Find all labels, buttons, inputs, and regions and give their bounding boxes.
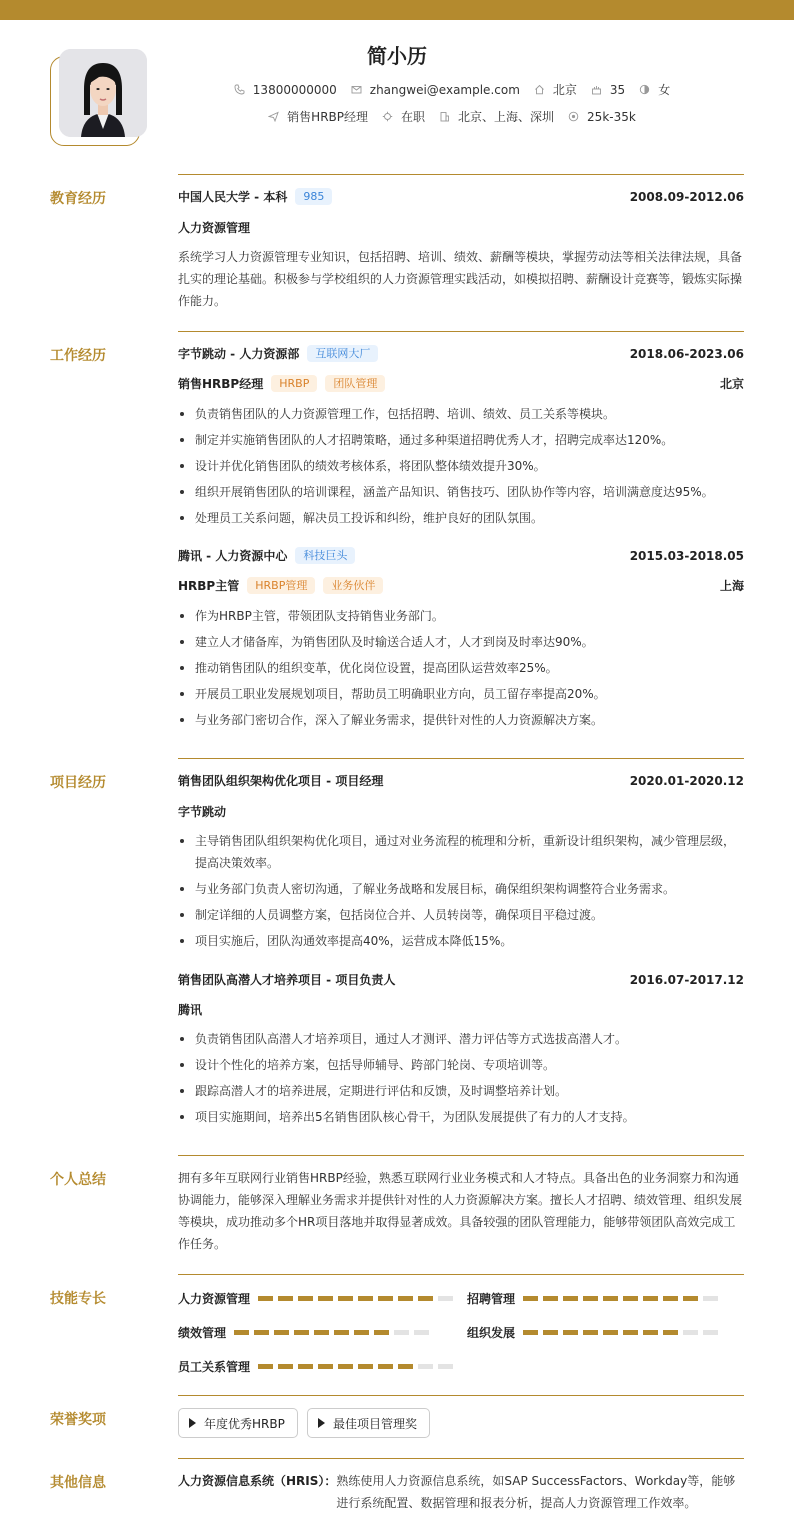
age-item: [591, 83, 625, 97]
email-item: [351, 83, 520, 97]
skill-bar-filled: [278, 1364, 293, 1369]
home-icon: [534, 84, 545, 95]
gender-item: [639, 81, 670, 98]
city-item: [534, 81, 577, 98]
projects-section: [50, 758, 744, 1148]
role-title: 销售HRBP经理: [178, 377, 264, 391]
skill-bar-empty: [414, 1330, 429, 1335]
list-item: 建立人才储备库，为销售团队及时输送合适人才，人才到岗及时率达90%。: [178, 631, 744, 653]
skill-item: [178, 1358, 453, 1375]
role-tag: HRBP: [271, 375, 317, 392]
gender-icon: [639, 84, 650, 95]
phone-icon: [234, 84, 245, 95]
skill-bar-filled: [294, 1330, 309, 1335]
education-description: 系统学习人力资源管理专业知识，包括招聘、培训、绩效、薪酬等模块，掌握劳动法等相关法律法规，具备扎实的理论基础。积极参与学校组织的人力资源管理实践活动，如模拟招聘、薪酬设计竞赛等，锻炼实际操作能力。: [178, 250, 743, 308]
skill-bar-filled: [418, 1296, 433, 1301]
skill-bar-filled: [378, 1364, 393, 1369]
skill-bar-filled: [583, 1330, 598, 1335]
skill-bar-filled: [623, 1330, 638, 1335]
skill-name: 绩效管理: [178, 1326, 227, 1340]
skill-bar-filled: [298, 1364, 313, 1369]
skill-bar-filled: [623, 1296, 638, 1301]
play-icon: [318, 1418, 325, 1428]
list-item: 与业务部门密切合作，深入了解业务需求，提供针对性的人力资源解决方案。: [178, 709, 744, 731]
skill-level-bar: [258, 1296, 453, 1301]
gender-text: 女: [658, 83, 671, 97]
contact-row: [0, 81, 794, 98]
company-tag: 科技巨头: [295, 547, 355, 564]
work-section: [50, 331, 744, 751]
company-name: 腾讯 - 人力资源中心: [178, 549, 288, 563]
skill-bar-filled: [683, 1296, 698, 1301]
list-item: 主导销售团队组织架构优化项目，通过对业务流程的梳理和分析，重新设计组织架构，减少管理层级，提高决策效率。: [178, 830, 744, 874]
award-name: 最佳项目管理奖: [333, 1416, 418, 1431]
projects-title: 项目经历: [50, 775, 106, 791]
age-text: 35: [609, 82, 626, 97]
section-divider: [178, 1395, 744, 1396]
project-title: 销售团队高潜人才培养项目 - 项目负责人: [178, 973, 396, 987]
work-bullets: [178, 605, 744, 735]
project-bullets: [178, 830, 744, 956]
skill-bar-filled: [234, 1330, 249, 1335]
skill-bar-empty: [418, 1364, 433, 1369]
project-bullets: [178, 1028, 744, 1132]
city-text: 北京: [552, 83, 577, 97]
education-period: 2008.09-2012.06: [629, 189, 744, 204]
skill-item: [178, 1290, 453, 1307]
coin-icon: [568, 111, 579, 122]
skill-name: 组织发展: [467, 1326, 516, 1340]
company-name: 字节跳动 - 人力资源部: [178, 347, 300, 361]
summary-text: 拥有多年互联网行业销售HRBP经验，熟悉互联网行业业务模式和人才特点。具备出色的业务洞察力和沟通协调能力，能够深入理解业务需求并提供针对性的人力资源解决方案。擅长人才招聘、绩效管理、组织发展等模块，成功推动多个HR项目落地并取得显著成效。具备较强的团队管理能力，能够带领团队高效完成工作任务。: [178, 1171, 743, 1251]
list-item: 制定详细的人员调整方案，包括岗位合并、人员转岗等，确保项目平稳过渡。: [178, 904, 744, 926]
mail-icon: [351, 84, 362, 95]
salary-item: [568, 110, 636, 124]
skill-bar-filled: [314, 1330, 329, 1335]
work-location: 北京: [719, 377, 744, 391]
skill-bar-filled: [338, 1296, 353, 1301]
skill-bar-filled: [643, 1296, 658, 1301]
play-icon: [189, 1418, 196, 1428]
award-name: 年度优秀HRBP: [204, 1416, 285, 1431]
skill-bar-empty: [703, 1330, 718, 1335]
role-title: HRBP主管: [178, 579, 240, 593]
skill-bar-filled: [563, 1330, 578, 1335]
status-text: 在职: [401, 110, 426, 124]
skill-level-bar: [258, 1364, 453, 1369]
cake-icon: [591, 84, 602, 95]
skill-bar-filled: [278, 1296, 293, 1301]
other-label: 人力资源信息系统（HRIS）：: [178, 1474, 337, 1488]
skill-name: 员工关系管理: [178, 1360, 251, 1374]
work-title: 工作经历: [50, 348, 106, 364]
education-title: 教育经历: [50, 191, 106, 207]
skill-bar-filled: [334, 1330, 349, 1335]
skill-bar-filled: [298, 1296, 313, 1301]
skill-bar-filled: [643, 1330, 658, 1335]
other-section: [50, 1458, 744, 1518]
project-period: 2020.01-2020.12: [629, 773, 744, 788]
list-item: 负责销售团队高潜人才培养项目，通过人才测评、潜力评估等方式选拔高潜人才。: [178, 1028, 744, 1050]
other-text: 熟练使用人力资源信息系统，如SAP SuccessFactors、Workday等，能够进行系统配置、数据管理和报表分析，提高人力资源管理工作效率。: [336, 1474, 736, 1510]
skill-bar-filled: [663, 1296, 678, 1301]
work-bullets: [178, 403, 744, 533]
target-city-text: 北京、上海、深圳: [458, 110, 555, 124]
skill-bar-filled: [358, 1296, 373, 1301]
list-item: 负责销售团队的人力资源管理工作，包括招聘、培训、绩效、员工关系等模块。: [178, 403, 744, 425]
work-period: 2015.03-2018.05: [629, 548, 744, 563]
list-item: 项目实施后，团队沟通效率提高40%，运营成本降低15%。: [178, 930, 744, 952]
skill-bar-filled: [374, 1330, 389, 1335]
skills-section: [50, 1274, 744, 1388]
skill-bar-filled: [663, 1330, 678, 1335]
list-item: 设计个性化的培养方案，包括导师辅导、跨部门轮岗、专项培训等。: [178, 1054, 744, 1076]
summary-title: 个人总结: [50, 1172, 106, 1188]
skill-bar-filled: [543, 1296, 558, 1301]
role-tag: HRBP管理: [247, 577, 315, 594]
skill-bar-filled: [338, 1364, 353, 1369]
list-item: 与业务部门负责人密切沟通，了解业务战略和发展目标，确保组织架构调整符合业务需求。: [178, 878, 744, 900]
phone-item: [234, 83, 337, 97]
skill-item: [178, 1324, 429, 1341]
send-icon: [268, 111, 279, 122]
skill-name: 人力资源管理: [178, 1292, 251, 1306]
skill-bar-filled: [523, 1330, 538, 1335]
award-badge: [178, 1408, 298, 1438]
school-name: 中国人民大学 - 本科: [178, 190, 288, 204]
skill-bar-filled: [543, 1330, 558, 1335]
skill-bar-filled: [603, 1330, 618, 1335]
list-item: 制定并实施销售团队的人才招聘策略，通过多种渠道招聘优秀人才，招聘完成率达120%。: [178, 429, 744, 451]
role-tag: 业务伙伴: [323, 577, 383, 594]
skill-bar-empty: [438, 1296, 453, 1301]
skill-level-bar: [523, 1296, 718, 1301]
skill-name: 招聘管理: [467, 1292, 516, 1306]
phone-text: 13800000000: [252, 82, 337, 97]
skill-bar-filled: [318, 1296, 333, 1301]
skill-bar-filled: [523, 1296, 538, 1301]
company-tag: 互联网大厂: [307, 345, 378, 362]
list-item: 开展员工职业发展规划项目，帮助员工明确职业方向，员工留存率提高20%。: [178, 683, 744, 705]
list-item: 作为HRBP主管，带领团队支持销售业务部门。: [178, 605, 744, 627]
list-item: 组织开展销售团队的培训课程，涵盖产品知识、销售技巧、团队协作等内容，培训满意度达95%。: [178, 481, 744, 503]
project-org: 腾讯: [178, 1003, 203, 1017]
skill-bar-filled: [318, 1364, 333, 1369]
position-item: [268, 108, 368, 125]
skill-bar-filled: [354, 1330, 369, 1335]
skills-title: 技能专长: [50, 1291, 106, 1307]
skill-bar-filled: [258, 1364, 273, 1369]
awards-title: 荣誉奖项: [50, 1412, 106, 1428]
position-text: 销售HRBP经理: [287, 110, 369, 124]
project-title: 销售团队组织架构优化项目 - 项目经理: [178, 774, 384, 788]
section-divider: [178, 1458, 744, 1459]
skill-bar-filled: [254, 1330, 269, 1335]
job-intent-row: [0, 108, 794, 125]
education-section: [50, 174, 744, 324]
email-text: zhangwei@example.com: [369, 82, 520, 97]
list-item: 推动销售团队的组织变革，优化岗位设置，提高团队运营效率25%。: [178, 657, 744, 679]
summary-section: [50, 1155, 744, 1267]
skill-bar-filled: [378, 1296, 393, 1301]
skill-bar-filled: [398, 1364, 413, 1369]
work-location: 上海: [719, 579, 744, 593]
major: 人力资源管理: [178, 221, 251, 235]
list-item: 设计并优化销售团队的绩效考核体系，将团队整体绩效提升30%。: [178, 455, 744, 477]
skill-bar-filled: [398, 1296, 413, 1301]
target-city-item: [439, 108, 554, 125]
status-icon: [382, 111, 393, 122]
school-tag: 985: [295, 188, 332, 205]
top-accent-bar: [0, 0, 794, 20]
skill-bar-filled: [258, 1296, 273, 1301]
project-period: 2016.07-2017.12: [629, 972, 744, 987]
salary-text: 25k-35k: [587, 109, 636, 124]
skill-bar-filled: [274, 1330, 289, 1335]
skill-bar-filled: [603, 1296, 618, 1301]
status-item: [382, 108, 425, 125]
role-tag: 团队管理: [325, 375, 385, 392]
skill-bar-empty: [683, 1330, 698, 1335]
building-icon: [439, 111, 450, 122]
award-badge: [307, 1408, 430, 1438]
skill-item: [467, 1290, 718, 1307]
skill-bar-filled: [563, 1296, 578, 1301]
skill-item: [467, 1324, 718, 1341]
skill-bar-empty: [438, 1364, 453, 1369]
skill-level-bar: [234, 1330, 429, 1335]
list-item: 项目实施期间，培养出5名销售团队核心骨干，为团队发展提供了有力的人才支持。: [178, 1106, 744, 1128]
skill-bar-empty: [394, 1330, 409, 1335]
project-org: 字节跳动: [178, 805, 227, 819]
awards-section: [50, 1395, 744, 1451]
other-title: 其他信息: [50, 1475, 106, 1491]
candidate-name: 简小历: [367, 44, 427, 68]
skill-bar-empty: [703, 1296, 718, 1301]
skill-level-bar: [523, 1330, 718, 1335]
list-item: 处理员工关系问题，解决员工投诉和纠纷，维护良好的团队氛围。: [178, 507, 744, 529]
skill-bar-filled: [358, 1364, 373, 1369]
work-period: 2018.06-2023.06: [629, 346, 744, 361]
list-item: 跟踪高潜人才的培养进展，定期进行评估和反馈，及时调整培养计划。: [178, 1080, 744, 1102]
skill-bar-filled: [583, 1296, 598, 1301]
